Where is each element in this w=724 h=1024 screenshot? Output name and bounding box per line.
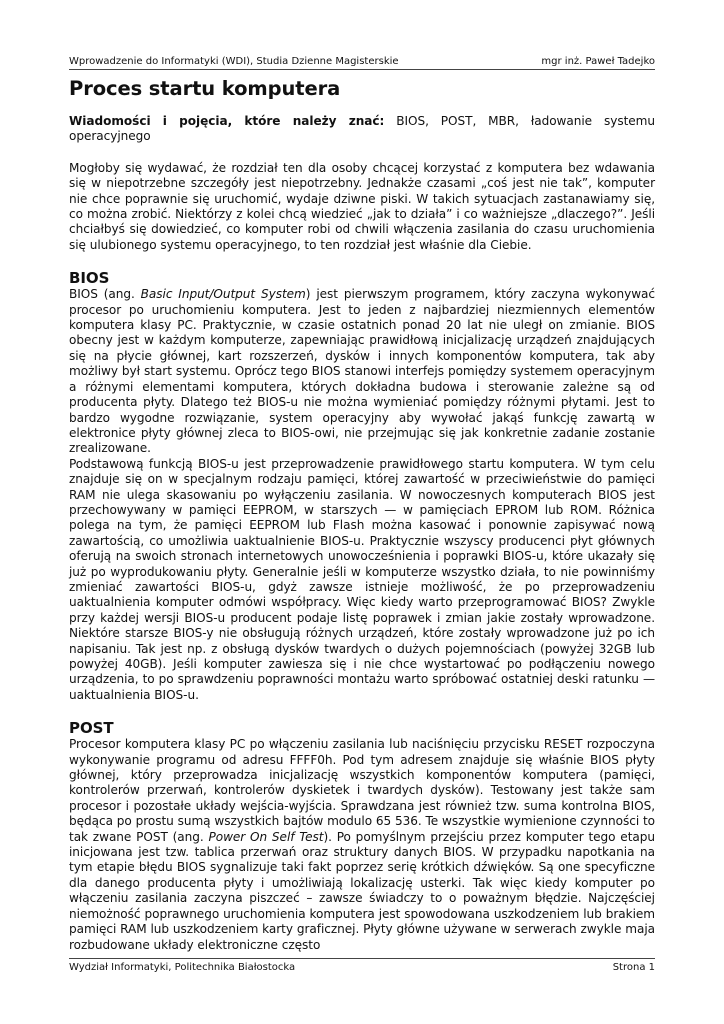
bios-paragraph-2: Podstawową funkcją BIOS-u jest przeprowadzenie prawidłowego startu komputera. W tym celu znajduje się on w specjalnym rodzaju pamięci, której zawartość w przeciwieństwie do pamięci RAM nie ulega skasowaniu po wyłączeniu zasilania. W nowoczesnych komputerach BIOS jest przechowywany w pamięci EEPROM, w starszych — w pamięciach EPROM lub ROM. Różnica polega na tym, że pamięci EEPROM lub Flash można kasować i ponownie zapisywać nową zawartością, co umożliwia uaktualnienie BIOS-u. Praktycznie wszyscy producenci płyt głównych oferują na swoich stronach internetowych unowocześnienia i poprawki BIOS-u, które ukazały się już po wyprodukowaniu płyty. Generalnie jeśli w komputerze wszystko działa, to nie powinniśmy zmieniać zawartości BIOS-u, gdyż zawsze istnieje możliwość, że po przeprowadzeniu uaktualnienia komputer odmówi współpracy. Więc kiedy warto przeprogramować BIOS? Zwykle przy każdej wersji BIOS-u producent podaje listę poprawek i zmian jakie zostały wprowadzone. Niektóre starsze BIOS-y nie obsługują różnych urządzeń, które zostały wprowadzone już po ich napisaniu. Tak jest np. z obsługą dysków twardych o dużych pojemnościach (powyżej 32GB lub powyżej 40GB). Jeśli komputer zawiesza się i nie chce wystartować po podłączeniu nowego urządzenia, to po sprawdzeniu poprawności montażu warto spróbować ostatniej deski ratunku — uaktualnienia BIOS-u. — [69, 456, 655, 702]
bios-heading: BIOS — [69, 269, 110, 288]
post-p1-rest: ). Po pomyślnym przejściu przez komputer tego etapu inicjowana jest tzw. tablica przerwań oraz struktury danych BIOS. W przypadku napotkania na tym etapie błędu BIOS sygnalizuje taki fakt poprzez serię krótkich dźwięków. Są one specyficzne dla danego producenta płyty i umożliwiają lokalizację usterki. Tak więc kiedy komputer po włączeniu zasilania zaczyna piszczeć – zawsze świadczy to o poważnym błędzie. Najczęściej niemożność poprawnego uruchomienia komputera jest spowodowana uszkodzeniem lub brakiem pamięci RAM lub uszkodzeniem karty graficznej. Płyty główne używane w serwerach zwykle maja rozbudowane układy elektroniczne często — [69, 829, 655, 952]
post-p1-start: Procesor komputera klasy PC po włączeniu zasilania lub naciśnięciu przycisku RESET rozpoczyna wykonywanie programu od adresu FFFF0h. Pod tym adresem znajduje się właśnie BIOS płyty głównej, który przeprowadza inicjalizację wszystkich komponentów komputera (pamięci, kontrolerów przerwań, kontrolerów dyskietek i twardych dysków). Testowany jest także sam procesor i pozostałe układy wejścia-wyjścia. Sprawdzana jest również tzw. suma kontrolna BIOS, będąca po prostu sumą wszystkich bajtów modulo 65 536. Te wszystkie wymienione czynności to tak zwane POST (ang. — [69, 737, 655, 844]
intro-label: Wiadomości i pojęcia, które należy znać: — [69, 114, 385, 128]
page-title: Proces startu komputera — [69, 77, 341, 100]
post-full-name: Power On Self Test — [208, 829, 324, 844]
footer-faculty: Wydział Informatyki, Politechnika Białostocka — [69, 962, 296, 973]
post-heading: POST — [69, 719, 114, 738]
opening-paragraph: Mogłoby się wydawać, że rozdział ten dla osoby chcącej korzystać z komputera bez wdawania się w niepotrzebne szczegóły jest niepotrzebny. Jednakże czasami „coś jest nie tak”, komputer nie chce poprawnie się uruchomić, wydaje dziwne piski. W takich sytuacjach zastanawiamy się, co można zrobić. Niektórzy z kolei chcą wiedzieć „jak to działa” i co ważniejsze „dlaczego?”. Jeśli chciałbyś się dowiedzieć, co komputer robi od chwili włączenia zasilania do czasu uruchomienia się ulubionego systemu operacyjnego, to ten rozdział jest właśnie dla Ciebie. — [69, 160, 655, 252]
intro-paragraph — [69, 114, 655, 145]
document-body — [69, 114, 655, 953]
bios-p1-start: BIOS (ang. — [69, 287, 141, 302]
footer-page-number: Strona 1 — [612, 962, 655, 973]
header-author: mgr inż. Paweł Tadejko — [541, 56, 655, 67]
bios-paragraph-1 — [69, 287, 655, 456]
page-header — [69, 56, 655, 70]
bios-p1-rest: ) jest pierwszym programem, który zaczyna wykonywać procesor po uruchomieniu komputera. Jest to jeden z najbardziej niezmiennych elementów komputera klasy PC. Praktycznie, w czasie ostatnich ponad 20 lat nie uległ on zmianie. BIOS obecny jest w każdym komputerze, zapewniając prawidłową inicjalizację urządzeń znajdujących się na płycie głównej, kart rozszerzeń, dysków i innych komponentów komputera, tak aby możliwy był start systemu. Oprócz tego BIOS stanowi interfejs pomiędzy systemem operacyjnym a różnymi elementami komputera, których dokładna budowa i sterowanie zależne są od producenta płyty. Dlatego też BIOS-u nie można wymieniać pomiędzy różnymi płytami. Jest to bardzo wygodne rozwiązanie, system operacyjny aby wywołać jakąś funkcję zawartą w elektronice płyty głównej zleca to BIOS-owi, nie przejmując się jak konkretnie zadanie zostanie zrealizowane. — [69, 287, 655, 456]
post-paragraph-1 — [69, 737, 655, 953]
page-footer — [69, 958, 655, 974]
bios-full-name: Basic Input/Output System — [140, 287, 306, 302]
intro-terms: BIOS, POST, MBR, ładowanie systemu operacyjnego — [69, 114, 655, 144]
header-course: Wprowadzenie do Informatyki (WDI), Studia Dzienne Magisterskie — [69, 56, 399, 67]
